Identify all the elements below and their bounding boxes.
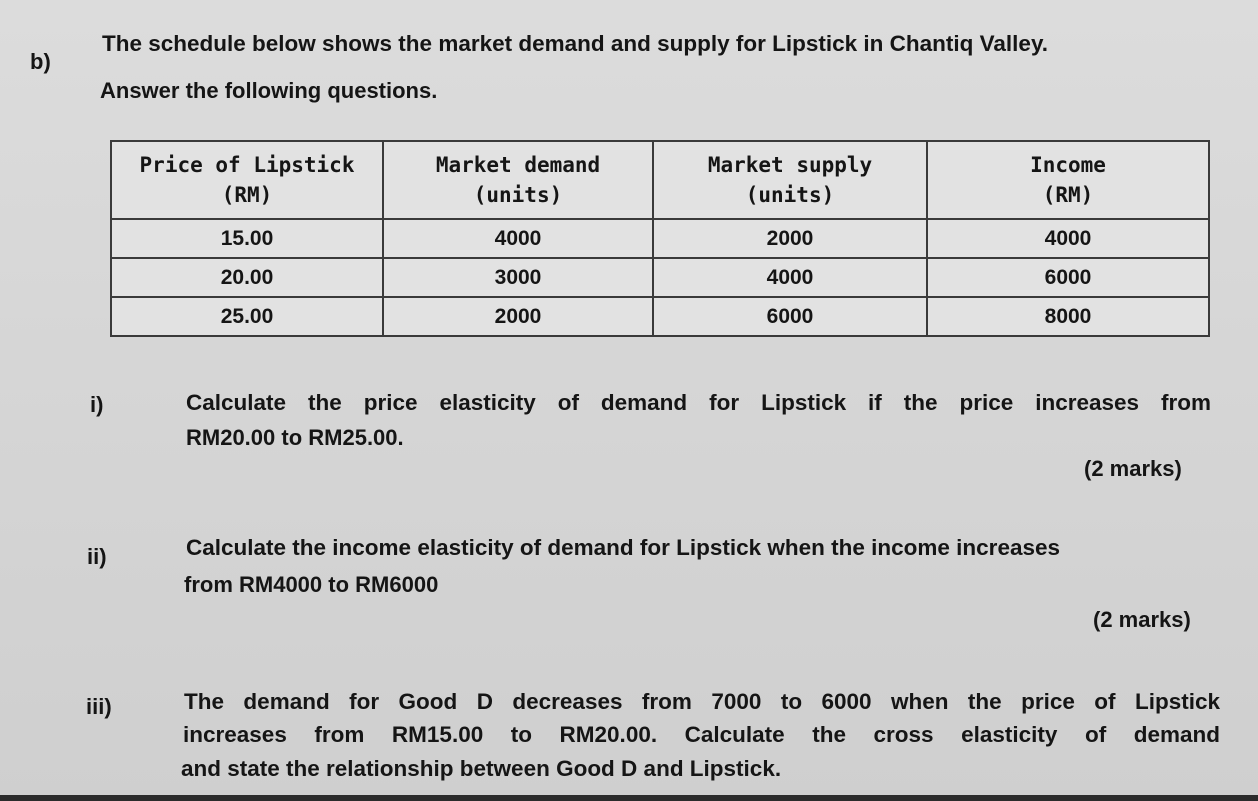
subquestion-ii-line-1: Calculate the income elasticity of demand for Lipstick when the income increases xyxy=(186,535,1061,560)
header-supply-line-2: (units) xyxy=(745,183,835,207)
cell-supply: 2000 xyxy=(653,219,927,258)
question-intro-line-1: The schedule below shows the market demand and supply for Lipstick in Chantiq Valley. xyxy=(102,31,1049,56)
header-price-line-1: Price of Lipstick xyxy=(139,153,355,177)
question-intro-line-2: Answer the following questions. xyxy=(100,78,438,103)
header-price xyxy=(111,141,383,219)
table-row xyxy=(111,219,1209,258)
header-supply xyxy=(653,141,927,219)
header-income-line-1: Income xyxy=(1030,153,1106,177)
subquestion-ii-label: ii) xyxy=(87,544,107,569)
subquestion-i-line-1: Calculate the price elasticity of demand for Lipstick if the price increases from xyxy=(186,390,1211,415)
cell-price: 15.00 xyxy=(111,219,383,258)
subquestion-iii-label: iii) xyxy=(86,694,112,719)
header-income xyxy=(927,141,1209,219)
cell-demand: 4000 xyxy=(383,219,653,258)
subquestion-ii-marks: (2 marks) xyxy=(1093,607,1191,632)
subquestion-i-label: i) xyxy=(90,392,104,417)
cell-income: 4000 xyxy=(927,219,1209,258)
cell-income: 8000 xyxy=(927,297,1209,336)
cell-price: 20.00 xyxy=(111,258,383,297)
table-row xyxy=(111,258,1209,297)
header-demand-line-1: Market demand xyxy=(435,153,601,177)
subquestion-iii-line-3: and state the relationship between Good D and Lipstick. xyxy=(181,756,782,781)
page-bottom-edge xyxy=(0,795,1258,801)
subquestion-ii-line-2: from RM4000 to RM6000 xyxy=(184,572,439,597)
table-header-row xyxy=(111,141,1209,219)
header-demand-line-2: (units) xyxy=(473,183,563,207)
cell-supply: 6000 xyxy=(653,297,927,336)
subquestion-iii-line-2: increases from RM15.00 to RM20.00. Calculate the cross elasticity of demand xyxy=(183,722,1220,747)
header-supply-line-1: Market supply xyxy=(707,153,873,177)
subquestion-i-marks: (2 marks) xyxy=(1084,456,1182,481)
cell-price: 25.00 xyxy=(111,297,383,336)
question-label: b) xyxy=(30,49,51,74)
cell-supply: 4000 xyxy=(653,258,927,297)
subquestion-i-line-2: RM20.00 to RM25.00. xyxy=(186,425,404,450)
header-demand xyxy=(383,141,653,219)
cell-income: 6000 xyxy=(927,258,1209,297)
cell-demand: 3000 xyxy=(383,258,653,297)
subquestion-iii-line-1: The demand for Good D decreases from 7000 to 6000 when the price of Lipstick xyxy=(184,689,1220,714)
header-price-line-2: (RM) xyxy=(221,183,273,207)
schedule-table xyxy=(110,140,1210,337)
header-income-line-2: (RM) xyxy=(1042,183,1094,207)
table-row xyxy=(111,297,1209,336)
cell-demand: 2000 xyxy=(383,297,653,336)
